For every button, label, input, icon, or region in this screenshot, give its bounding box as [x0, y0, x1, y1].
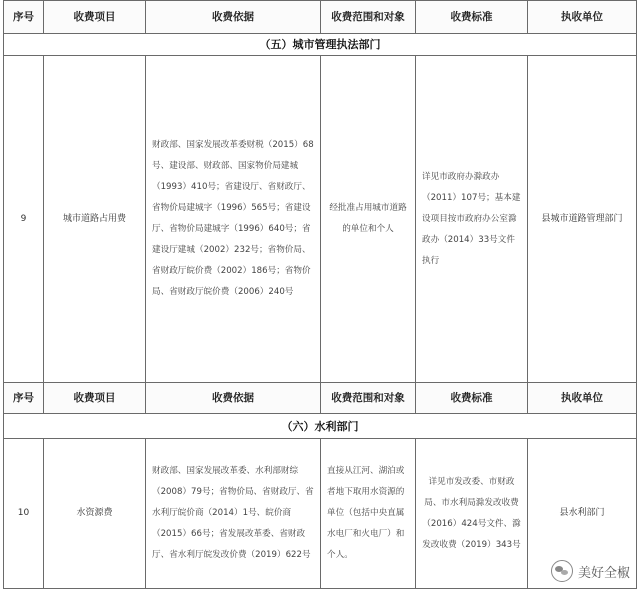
watermark: [547, 558, 634, 584]
row-index: 9: [4, 56, 44, 383]
row-item: 水资源费: [44, 439, 146, 589]
row-standard: 详见市政府办滁政办（2011）107号；基本建设项目按市政府办公室滁政办（2014）33号文件执行: [416, 56, 528, 383]
header-scope: 收费范围和对象: [321, 383, 416, 414]
row-item: 城市道路占用费: [44, 56, 146, 383]
row-unit: 县城市道路管理部门: [528, 56, 637, 383]
row-standard: 详见市发改委、市财政局、市水利局滁发改收费（2016）424号文件、滁发改收费（2019）343号: [416, 439, 528, 589]
table-header-row: [4, 383, 637, 414]
section-title: （五）城市管理执法部门: [4, 34, 637, 56]
row-basis: 财政部、国家发展改革委、水利部财综（2008）79号；省物价局、省财政厅、省水利厅皖价商（2014）1号、皖价商（2015）66号；省发展改革委、省财政厅、省水利厅皖发改价费（2019）622号: [146, 439, 321, 589]
row-scope: 直接从江河、湖泊或者地下取用水资源的单位（包括中央直属水电厂和火电厂）和个人。: [321, 439, 416, 589]
table-row: [4, 439, 637, 589]
section-title: （六）水利部门: [4, 414, 637, 439]
row-unit: 县水利部门: [528, 439, 637, 589]
row-index: 10: [4, 439, 44, 589]
section-title-row: [4, 34, 637, 56]
section-title-row: [4, 414, 637, 439]
watermark-text: 美好全椒: [577, 565, 630, 581]
table-header-row: [4, 1, 637, 34]
wechat-icon: [551, 560, 573, 582]
header-index: 序号: [4, 383, 44, 414]
fee-table: [3, 0, 637, 589]
header-index: 序号: [4, 1, 44, 34]
header-unit: 执收单位: [528, 1, 637, 34]
header-unit: 执收单位: [528, 383, 637, 414]
header-item: 收费项目: [44, 1, 146, 34]
header-item: 收费项目: [44, 383, 146, 414]
header-standard: 收费标准: [416, 383, 528, 414]
header-scope: 收费范围和对象: [321, 1, 416, 34]
table-row: [4, 56, 637, 383]
row-basis: 财政部、国家发展改革委财税（2015）68号、建设部、财政部、国家物价局建城（1993）410号；省建设厅、省财政厅、省物价局建城字（1996）565号；省建设厅、省物价局建城字（1996）640号；省建设厅建城（2002）232号；省物价局、省财政厅皖价费（2002）186号；省物价局、省财政厅皖价费（2006）240号: [146, 56, 321, 383]
header-standard: 收费标准: [416, 1, 528, 34]
header-basis: 收费依据: [146, 1, 321, 34]
row-scope: 经批准占用城市道路的单位和个人: [321, 56, 416, 383]
header-basis: 收费依据: [146, 383, 321, 414]
